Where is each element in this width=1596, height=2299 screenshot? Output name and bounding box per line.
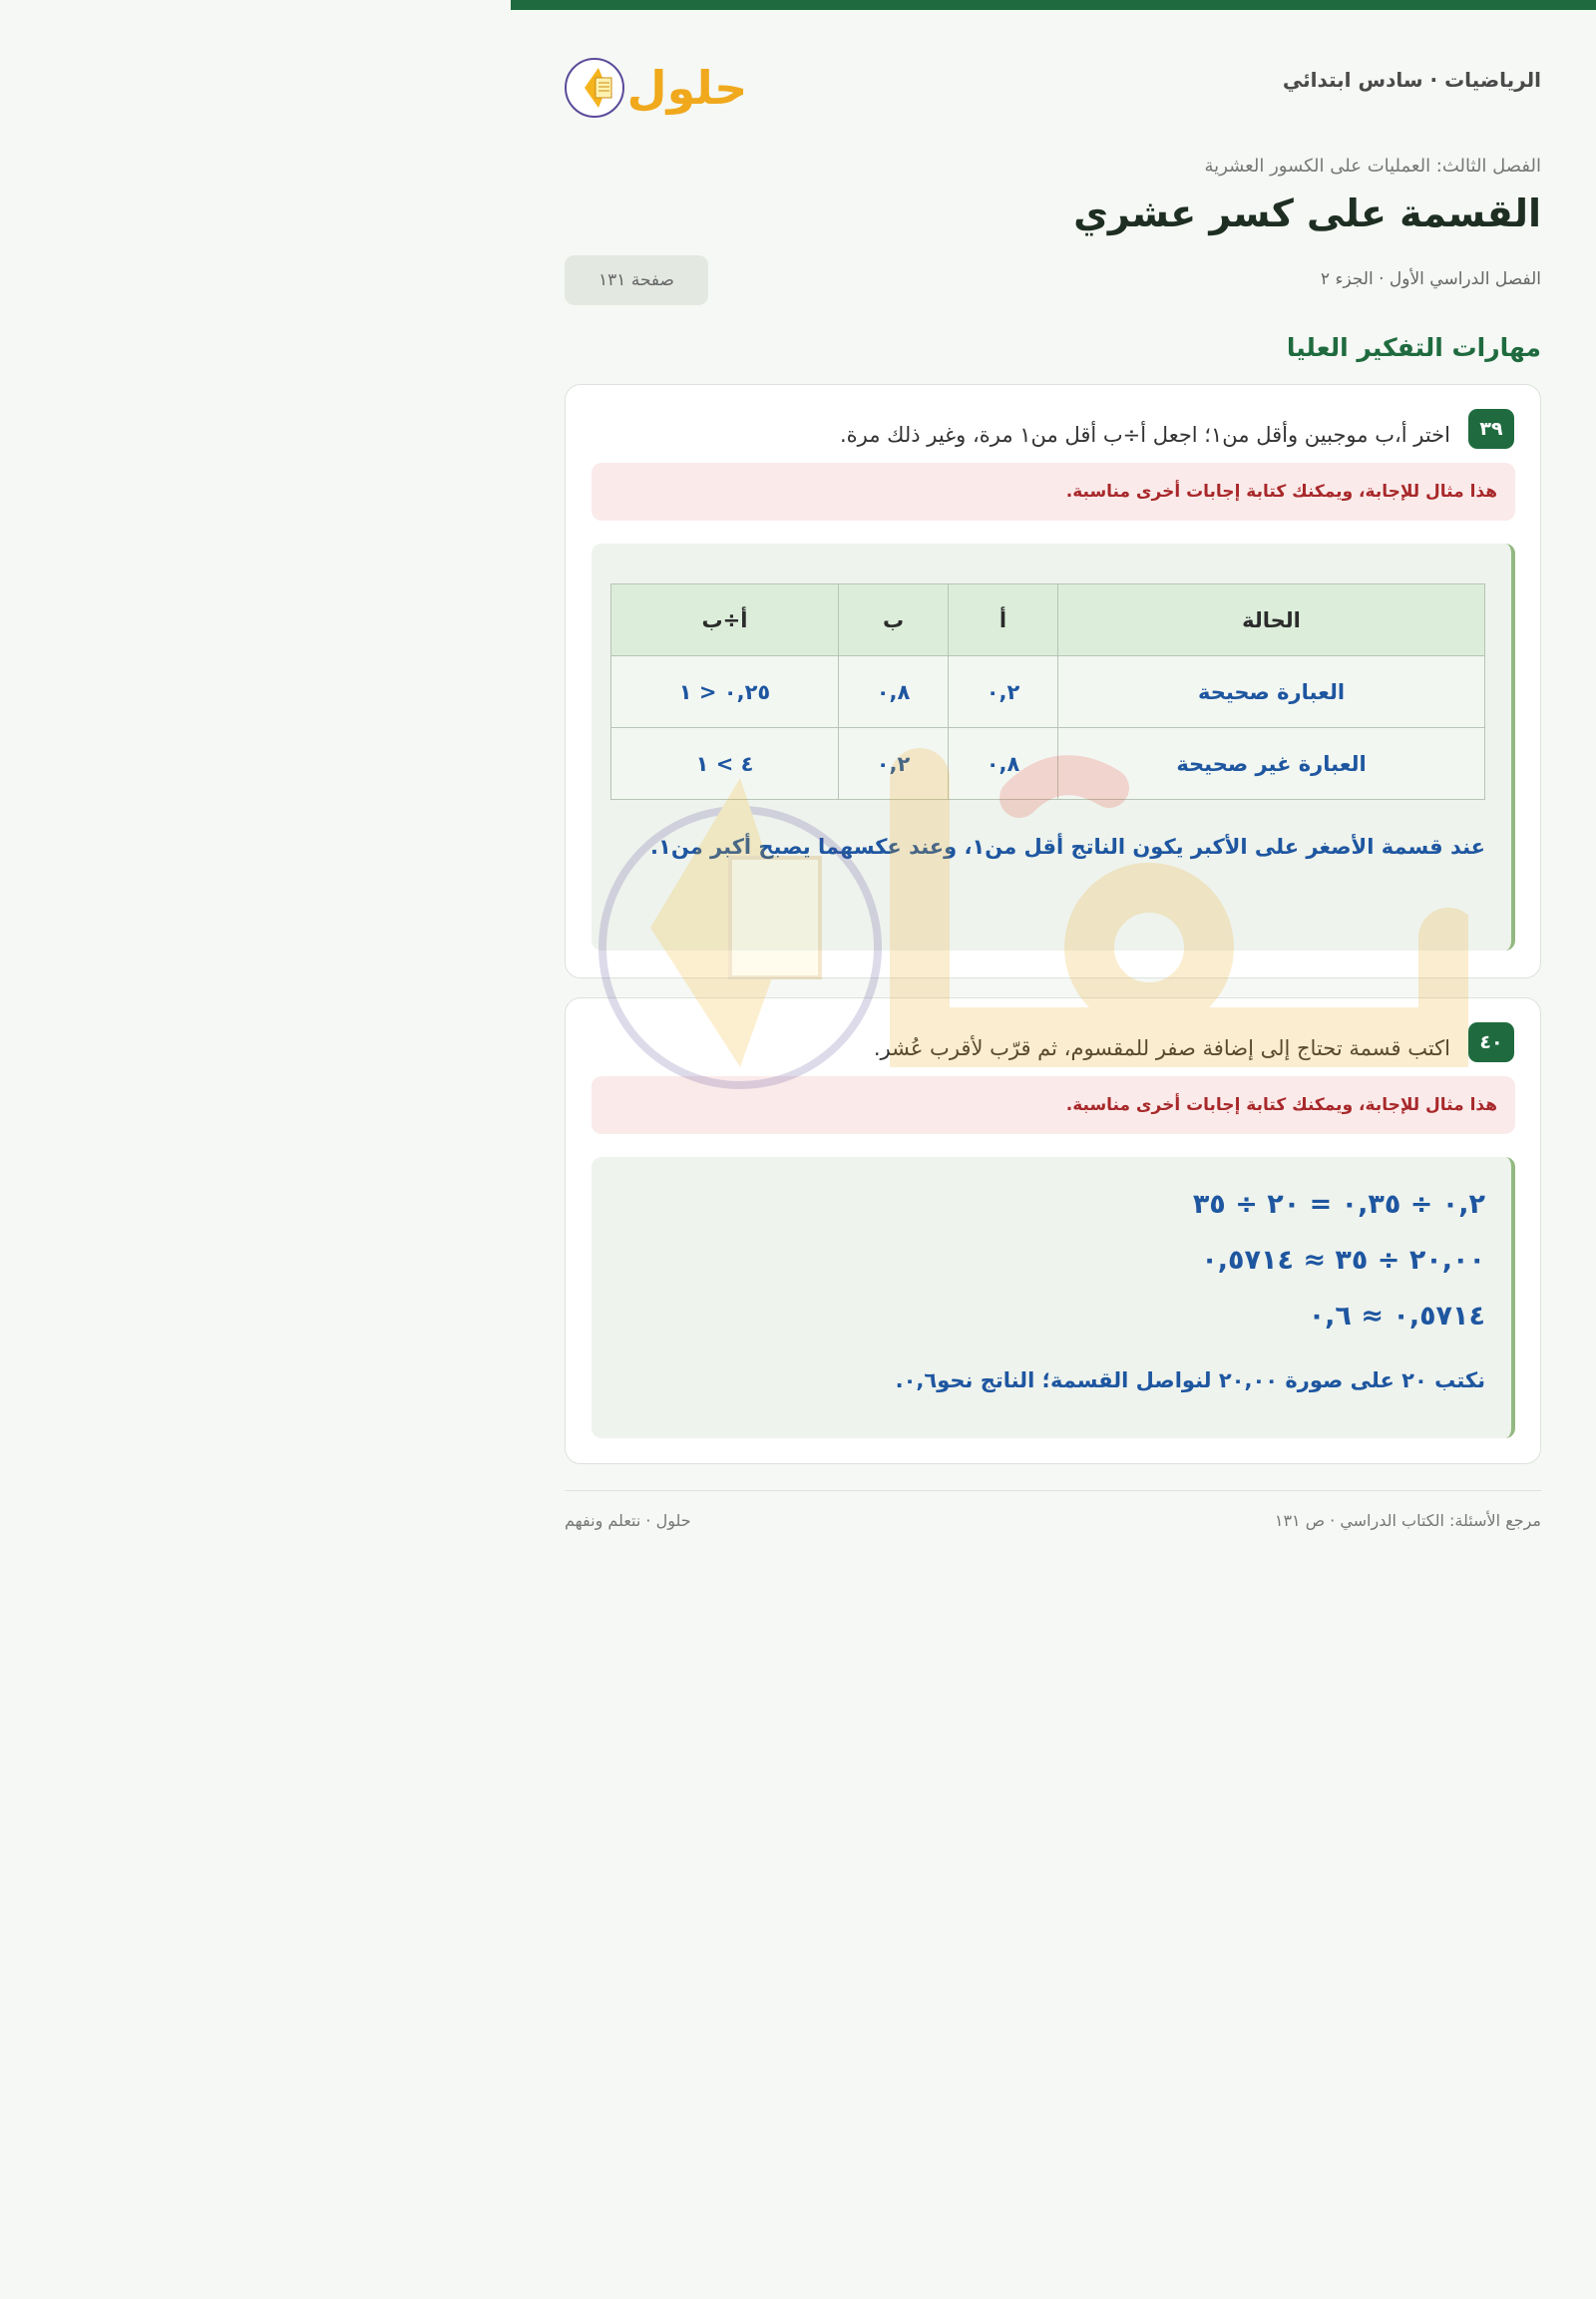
answer-explanation: عند قسمة الأصغر على الأكبر يكون الناتج أقل من١، وعند عكسهما يصبح أكبر من١. (650, 835, 1485, 859)
cell-case: العبارة غير صحيحة (1058, 728, 1485, 800)
question-text: اكتب قسمة تحتاج إلى إضافة صفر للمقسوم، ثم قرّب لأقرب عُشر. (873, 1036, 1450, 1060)
page-number-badge: صفحة ١٣١ (565, 255, 708, 305)
site-logo[interactable] (563, 44, 752, 120)
column-header-b: ب (839, 584, 949, 656)
cell-quotient: ٤ > ١ (611, 728, 839, 800)
cell-b: ٠,٢ (839, 728, 949, 800)
footer-reference: مرجع الأسئلة: الكتاب الدراسي · ص ١٣١ (1274, 1511, 1541, 1530)
question-card-40 (565, 997, 1541, 1464)
chapter-label: الفصل الثالث: العمليات على الكسور العشرية (1204, 156, 1541, 177)
cell-a: ٠,٨ (949, 728, 1058, 800)
cell-a: ٠,٢ (949, 656, 1058, 728)
question-number-badge: ٤٠ (1468, 1022, 1514, 1062)
answer-explanation: نكتب ٢٠ على صورة ٢٠,٠٠ لنواصل القسمة؛ الناتج نحو٠,٦. (895, 1368, 1485, 1392)
column-header-quotient: أ÷ب (611, 584, 839, 656)
column-header-case: الحالة (1058, 584, 1485, 656)
table-header-row (611, 584, 1485, 656)
question-number-badge: ٣٩ (1468, 409, 1514, 449)
question-card-39 (565, 384, 1541, 978)
cell-b: ٠,٨ (839, 656, 949, 728)
note-text: هذا مثال للإجابة، ويمكنك كتابة إجابات أخرى مناسبة. (1065, 1095, 1497, 1115)
table-row (611, 728, 1485, 800)
equation-line: ٠,٥٧١٤ ≈ ٠,٦ (1308, 1301, 1485, 1332)
page-title: القسمة على كسر عشري (1073, 192, 1541, 235)
subject-label: الرياضيات · سادس ابتدائي (1282, 68, 1541, 92)
answer-box (592, 1157, 1515, 1438)
answer-table (610, 583, 1485, 800)
answer-box (592, 544, 1515, 951)
footer-divider (565, 1490, 1541, 1491)
equation-line: ٠,٢ ÷ ٠,٣٥ = ٢٠ ÷ ٣٥ (1192, 1189, 1485, 1220)
footer-brand: حلول · نتعلم ونفهم (565, 1511, 691, 1530)
example-answer-note (592, 1076, 1515, 1134)
question-text: اختر أ،ب موجبين وأقل من١؛ اجعل أ÷ب أقل من١ مرة، وغير ذلك مرة. (839, 423, 1450, 447)
top-accent-bar (511, 0, 1596, 10)
cell-case: العبارة صحيحة (1058, 656, 1485, 728)
cell-quotient: ٠,٢٥ < ١ (611, 656, 839, 728)
table-row (611, 656, 1485, 728)
note-text: هذا مثال للإجابة، ويمكنك كتابة إجابات أخرى مناسبة. (1065, 482, 1497, 502)
semester-label: الفصل الدراسي الأول · الجزء ٢ (1320, 269, 1541, 289)
example-answer-note (592, 463, 1515, 521)
column-header-a: أ (949, 584, 1058, 656)
section-heading: مهارات التفكير العليا (1286, 333, 1541, 362)
logo-text: حلول (626, 61, 748, 115)
equation-line: ٢٠,٠٠ ÷ ٣٥ ≈ ٠,٥٧١٤ (1201, 1245, 1485, 1276)
